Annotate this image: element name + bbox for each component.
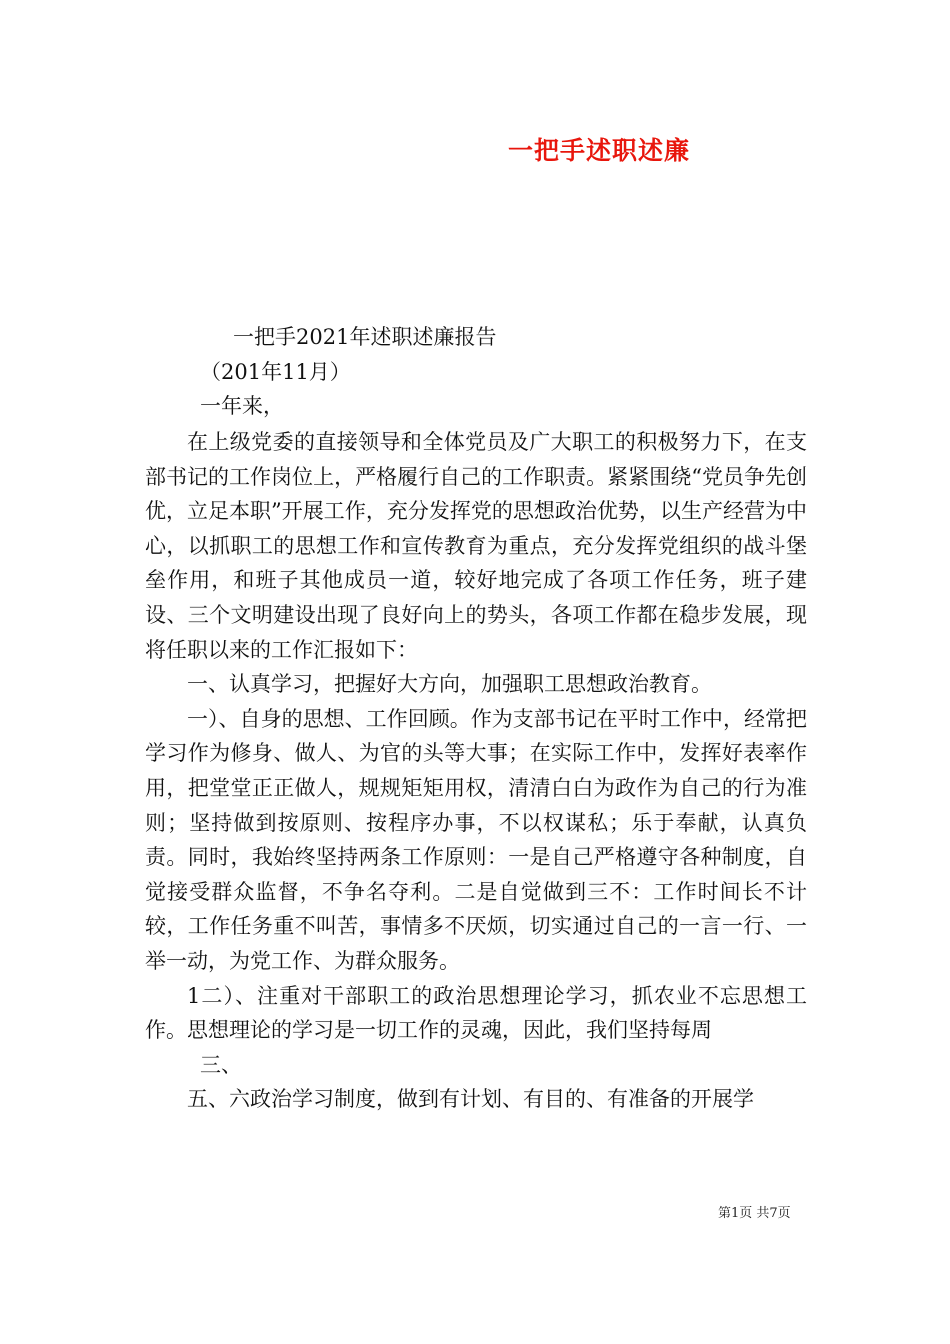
paragraph-subsection-two: 1二）、注重对干部职工的政治思想理论学习，抓农业不忘思想工作。思想理论的学习是一切工作的灵魂，因此，我们坚持每周	[145, 983, 807, 1043]
greeting: 一年来，	[200, 394, 284, 418]
body-text	[145, 425, 807, 1117]
report-title: 一把手2021年述职述廉报告	[233, 325, 497, 349]
paragraph-section-one: 一、认真学习，把握好大方向，加强职工思想政治教育。	[187, 672, 712, 697]
document-title: 一把手述职述廉	[508, 136, 691, 165]
date-line: （201年11月）	[200, 360, 351, 384]
paragraph-fragment-three: 三、	[200, 1052, 242, 1077]
paragraph-intro: 在上级党委的直接领导和全体党员及广大职工的积极努力下，在支部书记的工作岗位上，严格履行自己的工作职责。紧紧围绕“党员争先创优，立足本职”开展工作，充分发挥党的思想政治优势，以生产经营为中心，以抓职工的思想工作和宣传教育为重点，充分发挥党组织的战斗堡垒作用，和班子其他成员一道，较好地完成了各项工作任务，班子建设、三个文明建设出现了良好向上的势头，各项工作都在稳步发展，现将任职以来的工作汇报如下：	[145, 430, 807, 662]
paragraph-fragment-five: 五、六政治学习制度，做到有计划、有目的、有准备的开展学	[187, 1087, 754, 1112]
page-number: 第1页 共7页	[718, 1206, 791, 1221]
paragraph-subsection-one: 一）、自身的思想、工作回顾。作为支部书记在平时工作中，经常把学习作为修身、做人、为官的头等大事；在实际工作中，发挥好表率作用，把堂堂正正做人，规规矩矩用权，清清白白为政作为自己的行为准则；坚持做到按原则、按程序办事，不以权谋私；乐于奉献，认真负责。同时，我始终坚持两条工作原则：一是自己严格遵守各种制度，自觉接受群众监督，不争名夺利。二是自觉做到三不：工作时间长不计较，工作任务重不叫苦，事情多不厌烦，切实通过自己的一言一行、一举一动，为党工作、为群众服务。	[145, 706, 807, 973]
